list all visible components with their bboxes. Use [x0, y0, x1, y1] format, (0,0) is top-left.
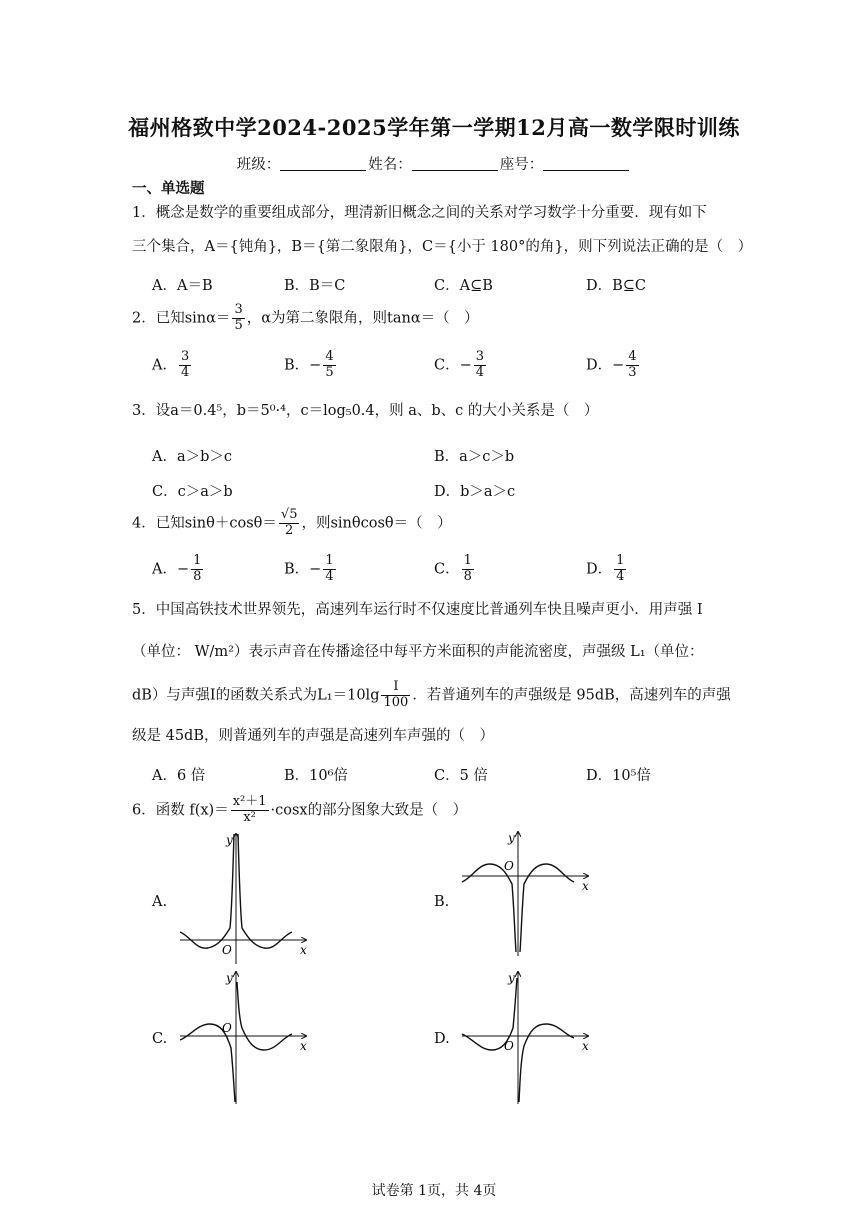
student-info-line: [0, 153, 868, 174]
q3-stem: 3．设a＝0.4⁵，b＝5⁰·⁴，c＝log₅0.4，则 a、b、c 的大小关系是（ ）: [132, 403, 599, 419]
q5-option-c: C．5 倍: [434, 768, 488, 784]
page-footer: 试卷第 1页，共 4页: [371, 1183, 497, 1199]
seat-blank: [543, 156, 629, 171]
q6-graph-d: [458, 968, 598, 1108]
seat-label: 座号：: [499, 157, 544, 173]
q2-option-b: B．− $\frac{4}{5}$: [284, 349, 334, 380]
q4-option-d: D． $\frac{1}{4}$: [586, 553, 625, 584]
q1-option-b: B．B＝C: [284, 278, 346, 294]
q5-line3: dB）与声强I的函数关系式为L₁＝10lg $\frac{I}{100}$ ．若普通列车的声强级是 95dB，高速列车的声强: [132, 679, 731, 710]
origin-label: O: [222, 943, 232, 957]
q1-line2: 三个集合，A＝{钝角}，B＝{第二象限角}，C＝{小于 180°的角}，则下列说法正确的是（ ）: [132, 239, 753, 255]
q6-graph-a: [176, 828, 316, 968]
q3-option-b: B．a＞c＞b: [434, 449, 515, 465]
q5-line2: （单位： W/m²）表示声音在传播途径中每平方米面积的声能流密度，声强级 L₁（单位：: [132, 644, 704, 660]
q2-stem: 2．已知sinα＝ $\frac{3}{5}$ ，α为第二象限角，则tanα＝（ ）: [132, 302, 479, 333]
x-axis-label: x: [582, 1039, 589, 1053]
x-axis-label: x: [300, 943, 307, 957]
q2-option-a: A． $\frac{3}{4}$: [152, 349, 190, 380]
section-heading: 一、单选题: [132, 180, 205, 197]
name-label: 姓名：: [368, 157, 412, 173]
q6-graph-c: [176, 968, 316, 1108]
origin-label: O: [222, 1021, 232, 1035]
q2-option-c: C．− $\frac{3}{4}$: [434, 349, 485, 380]
q2-option-d: D．− $\frac{4}{3}$: [586, 349, 637, 380]
q3-option-a: A．a＞b＞c: [152, 449, 233, 465]
q6-option-c-label: C.: [152, 1031, 168, 1047]
q6-option-b-label: B.: [434, 894, 450, 910]
q5-option-a: A．6 倍: [152, 768, 206, 784]
q5-option-d: D．10⁵倍: [586, 768, 651, 784]
q5-option-b: B．10⁶倍: [284, 768, 348, 784]
q4-option-b: B．− $\frac{1}{4}$: [284, 553, 334, 584]
q4-option-c: C． $\frac{1}{8}$: [434, 553, 472, 584]
q4-stem: 4．已知sinθ＋cosθ＝ $\frac{√5}{2}$ ，则sinθcosθ＝（ ）: [132, 507, 452, 538]
q4-option-a: A．− $\frac{1}{8}$: [152, 553, 202, 584]
q1-line1: 1．概念是数学的重要组成部分，理清新旧概念之间的关系对学习数学十分重要．现有如下: [132, 205, 707, 221]
origin-label: O: [504, 1039, 514, 1053]
y-axis-label: y: [226, 833, 233, 847]
q5-line1: 5．中国高铁技术世界领先，高速列车运行时不仅速度比普通列车快且噪声更小．用声强 I: [132, 602, 703, 618]
x-axis-label: x: [300, 1039, 307, 1053]
q1-option-c: C．A⊆B: [434, 278, 493, 294]
q1-option-a: A．A＝B: [152, 278, 213, 294]
y-axis-label: y: [508, 971, 515, 985]
origin-label: O: [504, 859, 514, 873]
q6-option-a-label: A.: [152, 894, 168, 910]
q3-option-d: D．b＞a＞c: [434, 484, 516, 500]
name-blank: [412, 156, 498, 171]
q5-line4: 级是 45dB，则普通列车的声强是高速列车声强的（ ）: [132, 728, 494, 744]
x-axis-label: x: [582, 879, 589, 893]
y-axis-label: y: [226, 971, 233, 985]
q6-graph-b: [458, 828, 598, 958]
class-blank: [280, 156, 366, 171]
q3-option-c: C．c＞a＞b: [152, 484, 233, 500]
y-axis-label: y: [508, 831, 515, 845]
page-title: 福州格致中学2024-2025学年第一学期12月高一数学限时训练: [128, 115, 740, 140]
q6-option-d-label: D.: [434, 1031, 450, 1047]
q6-stem: 6．函数 f(x)＝ $\frac{\text{x²＋1}}{\text{x²}}$ ·cosx的部分图象大致是（ ）: [132, 794, 468, 825]
curve-right: [237, 982, 292, 1050]
class-label: 班级：: [236, 157, 281, 173]
q1-option-d: D．B⊆C: [586, 278, 647, 294]
